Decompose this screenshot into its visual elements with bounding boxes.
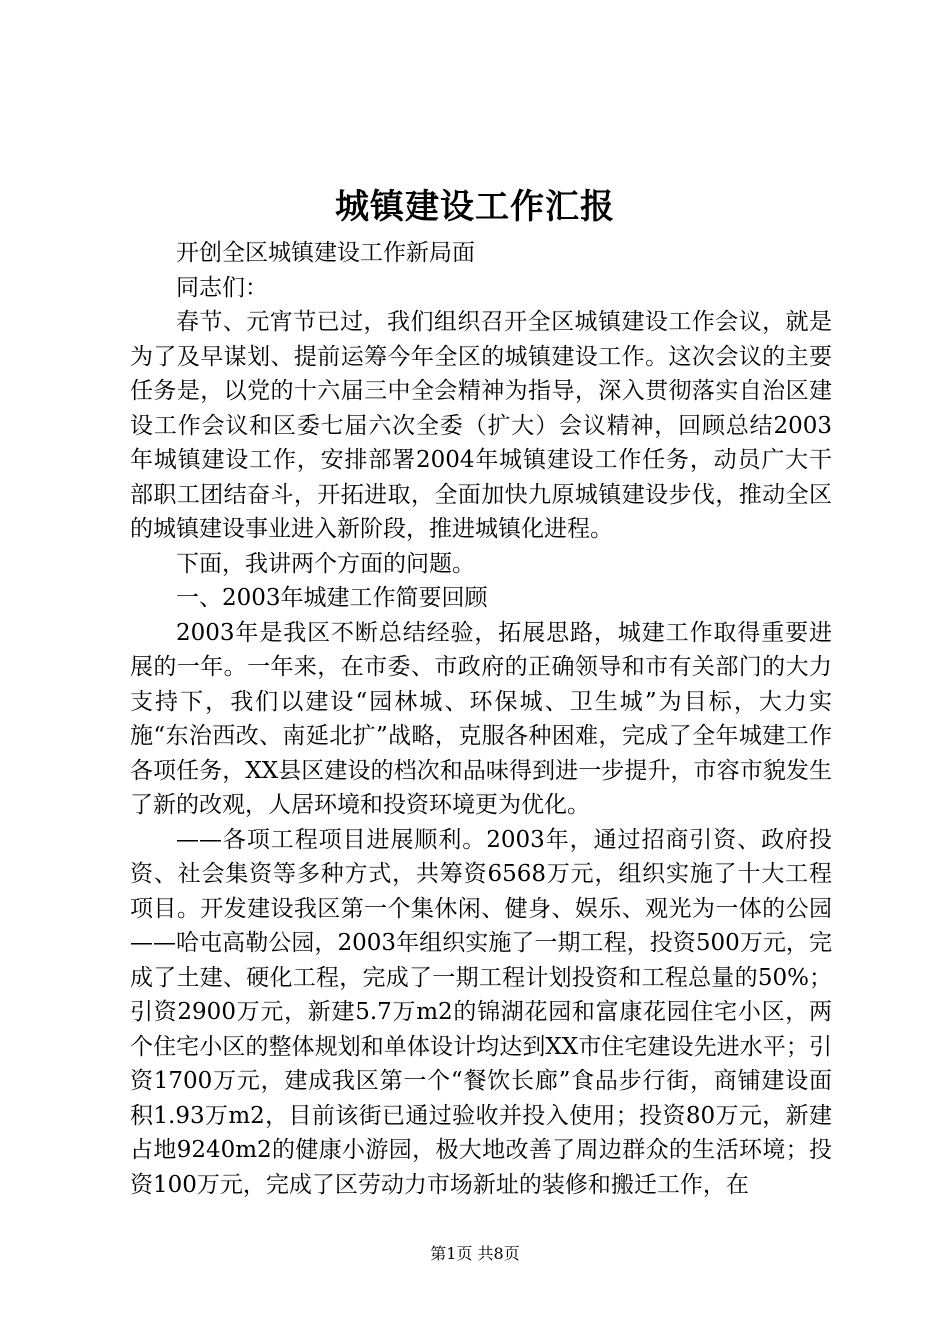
projects-paragraph: ——各项工程项目进展顺利。2003年，通过招商引资、政府投资、社会集资等多种方式，共筹资6568万元，组织实施了十大工程项目。开发建设我区第一个集休闲、健身、娱乐、观光为一体的公园——哈屯高勒公园，2003年组织实施了一期工程，投资500万元，完成了土建、硬化工程，完成了一期工程计划投资和工程总量的50%；引资2900万元，新建5.7万m2的锦湖花园和富康花园住宅小区，两个住宅小区的整体规划和单体设计均达到XX市住宅建设先进水平；引资1700万元，建成我区第一个“餐饮长廊”食品步行街，商铺建设面积1.93万m2，目前该街已通过验收并投入使用；投资80万元，新建占地9240m2的健康小游园，极大地改善了周边群众的生活环境；投资100万元，完成了区劳动力市场新址的装修和搬迁工作，在	[130, 826, 832, 1198]
document-title: 城镇建设工作汇报	[335, 187, 615, 227]
outline-paragraph: 下面，我讲两个方面的问题。	[176, 550, 475, 577]
document-body	[130, 236, 832, 1202]
section-heading: 一、2003年城建工作简要回顾	[176, 585, 488, 611]
salutation-paragraph: 同志们：	[176, 274, 268, 301]
subtitle-paragraph: 开创全区城镇建设工作新局面	[176, 240, 475, 266]
page-number: 第1页 共8页	[430, 1244, 520, 1263]
review-paragraph: 2003年是我区不断总结经验，拓展思路，城建工作取得重要进展的一年。一年来，在市委、市政府的正确领导和市有关部门的大力支持下，我们以建设“园林城、环保城、卫生城”为目标，大力实施“东治西改、南延北扩”战略，克服各种困难，完成了全年城建工作各项任务，XX县区建设的档次和品味得到进一步提升，市容市貌发生了新的改观，人居环境和投资环境更为优化。	[130, 619, 832, 818]
intro-paragraph: 春节、元宵节已过，我们组织召开全区城镇建设工作会议，就是为了及早谋划、提前运筹今年全区的城镇建设工作。这次会议的主要任务是，以党的十六届三中全会精神为指导，深入贯彻落实自治区建设工作会议和区委七届六次全委（扩大）会议精神，回顾总结2003年城镇建设工作，安排部署2004年城镇建设工作任务，动员广大干部职工团结奋斗，开拓进取，全面加快九原城镇建设步伐，推动全区的城镇建设事业进入新阶段，推进城镇化进程。	[130, 309, 832, 542]
